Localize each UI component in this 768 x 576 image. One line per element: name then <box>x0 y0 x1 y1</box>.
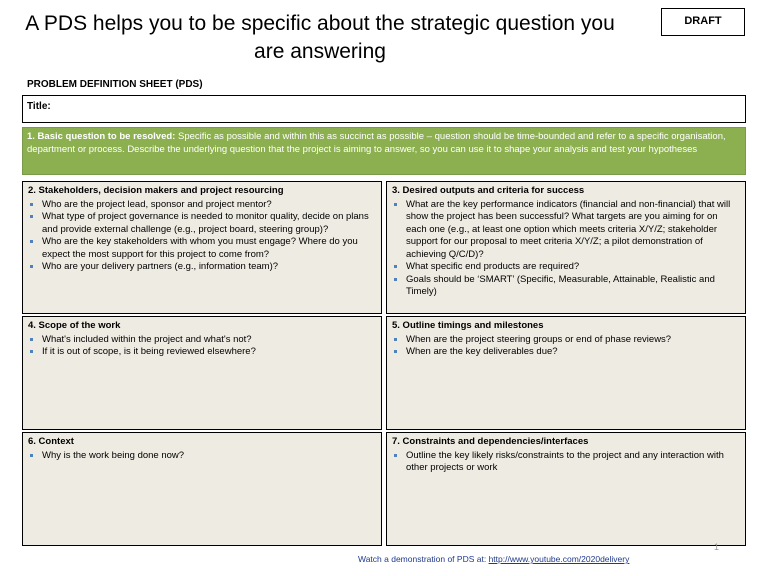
slide-heading: A PDS helps you to be specific about the strategic question you are answering <box>25 12 615 63</box>
section-stakeholders <box>22 181 382 314</box>
title-label: Title: <box>27 101 51 112</box>
youtube-link[interactable]: http://www.youtube.com/2020delivery <box>488 554 630 564</box>
list-item: What's included within the project and what's not? <box>28 334 376 347</box>
section-context <box>22 432 382 546</box>
list-item: Who are the key stakeholders with whom you must engage? Where do you expect the most support for this project to come from? <box>28 236 376 261</box>
list-item: Who are your delivery partners (e.g., information team)? <box>28 261 376 274</box>
section-timings <box>386 316 746 430</box>
page-number: 1 <box>714 542 720 552</box>
footer-text: Watch a demonstration of PDS at: <box>358 554 489 564</box>
section-constraints <box>386 432 746 546</box>
section-scope <box>22 316 382 430</box>
section-title: 5. Outline timings and milestones <box>392 320 544 331</box>
list-item: What specific end products are required? <box>392 261 740 274</box>
list-item: Goals should be ‘SMART’ (Specific, Measurable, Attainable, Realistic and Timely) <box>392 274 740 299</box>
section-title: 7. Constraints and dependencies/interfaces <box>392 436 589 447</box>
sheet-title: PROBLEM DEFINITION SHEET (PDS) <box>27 79 203 90</box>
section-title: 3. Desired outputs and criteria for success <box>392 185 585 196</box>
title-field[interactable] <box>22 95 746 123</box>
list-item: When are the project steering groups or end of phase reviews? <box>392 334 740 347</box>
section-desired-outputs <box>386 181 746 314</box>
section-title: 6. Context <box>28 436 74 447</box>
basic-question-text: Specific as possible and within this as succinct as possible – question should be time-bounded and refer to a specific organisation, department or process. Describe the underlying question that the project is aiming to answer, so you can use it to shape your analysis and test your hypotheses <box>27 131 726 155</box>
list-item: Who are the project lead, sponsor and project mentor? <box>28 199 376 212</box>
list-item: What type of project governance is needed to monitor quality, decide on plans and provide external challenge (e.g., project board, steering group)? <box>28 211 376 236</box>
list-item: What are the key performance indicators (financial and non-financial) that will show the project has been successful? What targets are you aiming for on each one (e.g., at least one option which meets criteria X/Y/Z; stakeholder support for our proposal to meet criteria X/Y/Z; a pilot demonstration of achieving Q/C/D)? <box>392 199 740 262</box>
draft-badge: DRAFT <box>661 8 745 36</box>
basic-question-label: 1. Basic question to be resolved: <box>27 131 176 142</box>
footer-note <box>358 554 629 564</box>
basic-question-box <box>22 127 746 175</box>
list-item: Outline the key likely risks/constraints to the project and any interaction with other projects or work <box>392 450 740 475</box>
section-title: 2. Stakeholders, decision makers and project resourcing <box>28 185 284 196</box>
list-item: When are the key deliverables due? <box>392 346 740 359</box>
list-item: If it is out of scope, is it being reviewed elsewhere? <box>28 346 376 359</box>
list-item: Why is the work being done now? <box>28 450 376 463</box>
section-title: 4. Scope of the work <box>28 320 121 331</box>
